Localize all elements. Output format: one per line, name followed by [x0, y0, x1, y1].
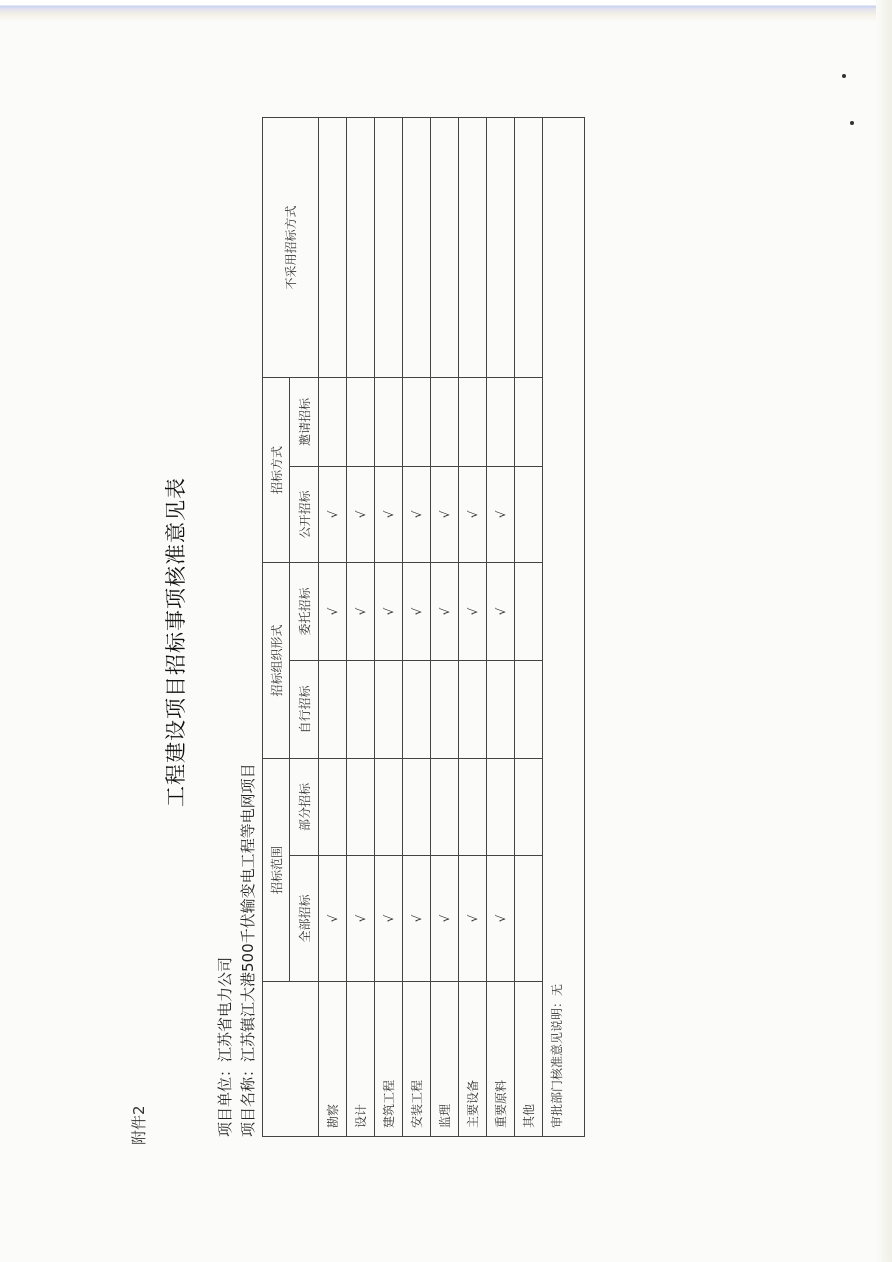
cell-entrust: √	[375, 562, 403, 660]
cell-entrust: √	[431, 562, 459, 660]
cell-invite	[347, 377, 375, 466]
cell-partial	[431, 758, 459, 855]
project-unit-line	[214, 957, 235, 1137]
row-label: 设计	[347, 982, 375, 1137]
cell-invite	[487, 377, 515, 466]
cell-full: √	[319, 856, 347, 982]
cell-invite	[515, 377, 543, 466]
cell-full: √	[487, 856, 515, 982]
cell-partial	[459, 758, 487, 855]
table-row	[431, 117, 459, 1136]
header-method: 招标方式	[263, 377, 290, 562]
cell-self	[515, 660, 543, 758]
cell-full: √	[375, 856, 403, 982]
table-row	[375, 117, 403, 1136]
table-row	[347, 117, 375, 1136]
cell-invite	[431, 377, 459, 466]
table-row	[515, 117, 543, 1136]
cell-full	[515, 856, 543, 982]
header-organization: 招标组织形式	[263, 562, 290, 758]
cell-full: √	[403, 856, 431, 982]
cell-entrust	[515, 562, 543, 660]
cell-entrust: √	[459, 562, 487, 660]
cell-none	[487, 117, 515, 377]
row-label: 勘察	[319, 982, 347, 1137]
header-partial: 部分招标	[290, 758, 319, 855]
header-no-bid: 不采用招标方式	[263, 117, 319, 377]
table-row	[459, 117, 487, 1136]
cell-partial	[347, 758, 375, 855]
row-label: 其他	[515, 982, 543, 1137]
cell-open: √	[431, 466, 459, 562]
attachment-label: 附件2	[130, 1105, 148, 1145]
cell-open: √	[375, 466, 403, 562]
remarks-row	[543, 117, 585, 1136]
header-scope: 招标范围	[263, 758, 290, 981]
project-name-value: 江苏镇江大港500千伏输变电工程等电网项目	[239, 763, 257, 1062]
cell-self	[319, 660, 347, 758]
header-invite: 邀请招标	[290, 377, 319, 466]
cell-partial	[319, 758, 347, 855]
cell-none	[459, 117, 487, 377]
approval-table	[262, 117, 585, 1137]
cell-invite	[375, 377, 403, 466]
cell-partial	[375, 758, 403, 855]
cell-partial	[515, 758, 543, 855]
row-label: 监理	[431, 982, 459, 1137]
project-unit-label: 项目单位：	[216, 1061, 234, 1137]
cell-none	[515, 117, 543, 377]
project-name-label: 项目名称：	[239, 1061, 257, 1137]
row-label: 建筑工程	[375, 982, 403, 1137]
header-open: 公开招标	[290, 466, 319, 562]
header-full: 全部招标	[290, 856, 319, 982]
cell-entrust: √	[347, 562, 375, 660]
row-label: 重要原料	[487, 982, 515, 1137]
cell-open: √	[459, 466, 487, 562]
row-label: 主要设备	[459, 982, 487, 1137]
cell-invite	[403, 377, 431, 466]
cell-entrust: √	[403, 562, 431, 660]
cell-open: √	[347, 466, 375, 562]
cell-full: √	[347, 856, 375, 982]
cell-none	[403, 117, 431, 377]
cell-self	[487, 660, 515, 758]
cell-self	[347, 660, 375, 758]
cell-none	[431, 117, 459, 377]
cell-partial	[403, 758, 431, 855]
form-title: 工程建设项目招标事项核准意见表	[164, 477, 188, 807]
table-row	[319, 117, 347, 1136]
row-label: 安装工程	[403, 982, 431, 1137]
remarks: 审批部门核准意见说明：无	[543, 117, 585, 1136]
header-blank	[263, 982, 319, 1137]
header-self: 自行招标	[290, 660, 319, 758]
cell-full: √	[459, 856, 487, 982]
cell-none	[319, 117, 347, 377]
cell-open: √	[487, 466, 515, 562]
cell-open	[515, 466, 543, 562]
cell-entrust: √	[487, 562, 515, 660]
cell-none	[375, 117, 403, 377]
cell-self	[431, 660, 459, 758]
cell-partial	[487, 758, 515, 855]
cell-open: √	[403, 466, 431, 562]
cell-self	[375, 660, 403, 758]
header-entrust: 委托招标	[290, 562, 319, 660]
cell-none	[347, 117, 375, 377]
cell-full: √	[431, 856, 459, 982]
project-unit-value: 江苏省电力公司	[216, 956, 234, 1062]
cell-open: √	[319, 466, 347, 562]
table-row	[403, 117, 431, 1136]
project-name-line	[237, 763, 258, 1137]
cell-entrust: √	[319, 562, 347, 660]
cell-invite	[319, 377, 347, 466]
cell-self	[459, 660, 487, 758]
cell-invite	[459, 377, 487, 466]
table-row	[487, 117, 515, 1136]
cell-self	[403, 660, 431, 758]
